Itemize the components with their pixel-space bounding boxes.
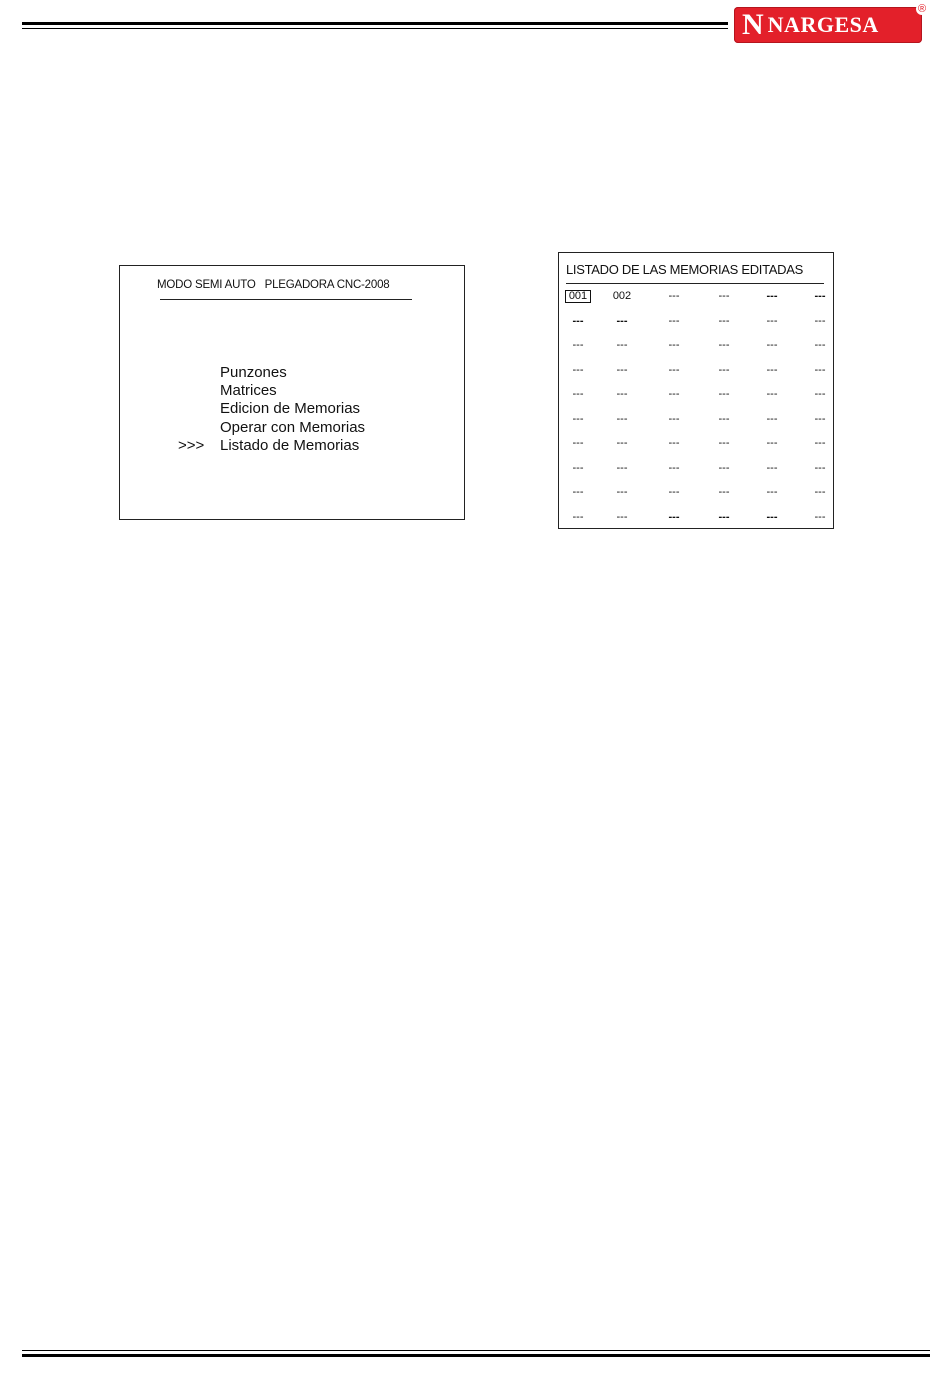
memory-cell[interactable]: ---	[616, 486, 628, 498]
memory-cell[interactable]: ---	[766, 412, 778, 425]
menu-item-punzones[interactable]: Punzones	[220, 364, 287, 381]
memory-cell[interactable]: ---	[616, 461, 628, 474]
memory-cell[interactable]: ---	[718, 363, 730, 376]
semi-auto-screen	[119, 265, 465, 520]
nargesa-logo	[734, 3, 927, 43]
memory-cell[interactable]: ---	[766, 388, 778, 400]
memory-cell[interactable]: ---	[814, 412, 826, 425]
memory-cell[interactable]: ---	[718, 314, 730, 327]
memory-grid	[559, 253, 834, 529]
memory-cell[interactable]: ---	[814, 437, 826, 449]
memory-cell[interactable]: ---	[616, 363, 628, 376]
top-rule-thin	[22, 28, 728, 29]
memory-cell[interactable]: ---	[572, 486, 584, 498]
memory-cell[interactable]: ---	[668, 412, 680, 425]
memory-cell[interactable]: ---	[814, 363, 826, 376]
memory-cell[interactable]: ---	[718, 412, 730, 425]
menu-item-edicion-memorias[interactable]: Edicion de Memorias	[220, 400, 361, 418]
memory-cell[interactable]: ---	[668, 363, 680, 376]
memory-cell[interactable]: ---	[766, 437, 778, 449]
memory-cell[interactable]: ---	[572, 388, 584, 400]
menu-list	[220, 364, 365, 455]
memory-cell[interactable]: ---	[814, 388, 826, 400]
memory-cell[interactable]: ---	[814, 510, 826, 523]
memory-cell[interactable]: ---	[616, 510, 628, 523]
menu-item-operar-memorias[interactable]: Operar con Memorias	[220, 418, 366, 436]
registered-mark-icon: ®	[917, 3, 927, 15]
memory-cell[interactable]: ---	[668, 486, 680, 498]
memory-cell[interactable]: ---	[718, 461, 730, 474]
selection-cursor: >>>	[178, 437, 205, 454]
memory-cell[interactable]: ---	[668, 388, 680, 400]
screen-title	[157, 279, 395, 291]
memory-cell[interactable]: ---	[668, 314, 680, 327]
title-underline	[160, 299, 412, 300]
memory-cell[interactable]: ---	[572, 412, 584, 425]
memory-cell[interactable]: ---	[814, 339, 826, 351]
logo-initial: N	[742, 8, 764, 41]
memory-cell[interactable]: ---	[766, 461, 778, 474]
memory-cell[interactable]: ---	[572, 437, 584, 449]
memory-cell[interactable]: ---	[572, 314, 584, 327]
memory-cell[interactable]: ---	[616, 314, 628, 327]
memory-cell[interactable]: ---	[814, 461, 826, 474]
memory-cell[interactable]: ---	[616, 339, 628, 351]
memory-cell[interactable]: ---	[572, 510, 584, 523]
memory-cell[interactable]: ---	[766, 486, 778, 498]
memory-cell[interactable]: ---	[572, 461, 584, 474]
memory-cell[interactable]: ---	[668, 339, 680, 351]
memory-cell[interactable]: ---	[814, 486, 826, 498]
memory-cell[interactable]: ---	[766, 510, 778, 523]
memory-cell[interactable]: ---	[718, 388, 730, 400]
memory-cell[interactable]: ---	[814, 314, 826, 327]
bottom-rule-thin	[22, 1350, 930, 1351]
logo-brand-text: NARGESA	[767, 12, 879, 37]
memory-cell[interactable]: ---	[766, 290, 778, 302]
menu-item-listado-memorias[interactable]: Listado de Memorias	[220, 436, 360, 454]
memory-cell[interactable]: ---	[718, 486, 730, 498]
list-title: LISTADO DE LAS MEMORIAS EDITADAS	[566, 262, 803, 277]
memory-cell[interactable]: ---	[668, 437, 680, 449]
memory-cell[interactable]: ---	[668, 510, 680, 523]
memory-cell[interactable]: ---	[814, 290, 826, 302]
machine-label: PLEGADORA CNC-2008	[264, 279, 390, 291]
memory-cell[interactable]: ---	[616, 388, 628, 400]
memory-cell[interactable]: ---	[718, 290, 730, 302]
mode-label: MODO SEMI AUTO	[157, 279, 256, 291]
memory-cell[interactable]: ---	[616, 412, 628, 425]
memory-cell[interactable]: 001	[565, 290, 591, 303]
memory-cell[interactable]: ---	[668, 461, 680, 474]
memory-cell[interactable]: ---	[668, 290, 680, 302]
bottom-rule	[22, 1354, 930, 1357]
memory-cell[interactable]: ---	[572, 363, 584, 376]
memory-cell[interactable]: ---	[718, 510, 730, 523]
memory-cell[interactable]: ---	[766, 314, 778, 327]
memory-cell[interactable]: ---	[718, 437, 730, 449]
memory-cell[interactable]: ---	[718, 339, 730, 351]
menu-item-matrices[interactable]: Matrices	[220, 382, 277, 400]
memory-cell[interactable]: ---	[766, 363, 778, 376]
memory-cell[interactable]: ---	[572, 339, 584, 351]
memory-list-screen	[558, 252, 834, 529]
memory-cell[interactable]: 002	[612, 290, 632, 302]
memory-cell[interactable]: ---	[616, 437, 628, 449]
top-rule	[22, 22, 728, 25]
memory-cell[interactable]: ---	[766, 339, 778, 351]
